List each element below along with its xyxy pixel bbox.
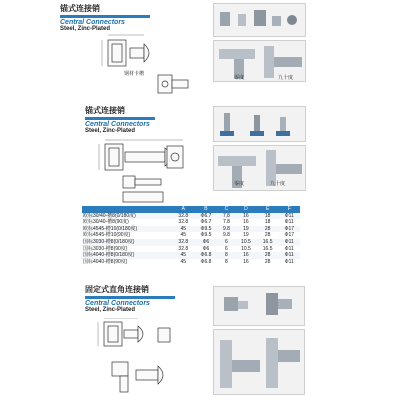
table-cell: 9.8: [222, 232, 230, 239]
table-cell: Φ11: [284, 212, 294, 219]
spec-table-wrapper: [82, 206, 300, 265]
table-cell: Φ11: [284, 245, 294, 252]
table-cell: 45: [180, 225, 187, 232]
table-cell: 国标4040-槽8(90度): [83, 258, 128, 265]
table-cell: 18: [264, 219, 271, 226]
table-cell: 45: [180, 232, 187, 239]
section-2-photo-parts: [213, 106, 306, 142]
profile-assembly-icon: [214, 330, 304, 394]
section-3-title-cn: 固定式直角连接销: [85, 285, 149, 294]
table-cell: Φ11: [284, 252, 294, 259]
section-1-accent-bar: [60, 15, 150, 18]
table-cell: 28: [264, 225, 271, 232]
table-cell: 45: [180, 252, 187, 259]
table-cell: 6: [225, 238, 228, 245]
table-cell: 16.5: [262, 245, 273, 252]
section-2-photo-label-90deg: 九十度: [270, 181, 286, 187]
table-cell: Φ9.5: [200, 225, 212, 232]
table-cell: Φ17: [284, 232, 295, 239]
spec-table: [82, 206, 300, 265]
table-cell: Φ11: [284, 219, 294, 226]
right-angle-connector-icon: [214, 287, 304, 325]
section-2-accent-bar: [85, 117, 155, 120]
section-1-header: [60, 3, 210, 32]
table-cell: 28: [264, 258, 271, 265]
table-cell: Φ6: [202, 238, 210, 245]
section-3-photo-parts: [213, 286, 305, 326]
section-2-photo-label-0deg: 零度: [234, 181, 245, 187]
section-2-subtitle: Steel, Zinc-Plated: [85, 128, 136, 134]
table-row: [82, 239, 300, 246]
spec-table-header-row: [82, 206, 300, 213]
section-3-subtitle: Steel, Zinc-Plated: [85, 307, 136, 313]
spec-table-header: A: [181, 206, 185, 212]
table-row: [82, 259, 300, 266]
table-cell: 9.8: [222, 225, 230, 232]
spec-table-header: C: [224, 206, 229, 212]
table-cell: 7.8: [222, 212, 230, 219]
table-cell: Φ6.8: [200, 258, 212, 265]
table-cell: 16: [243, 219, 249, 226]
table-cell: 16: [243, 212, 249, 219]
section-2-title-cn: 锚式连接销: [85, 106, 125, 115]
table-cell: Φ6: [202, 245, 210, 252]
spec-table-header: E: [265, 206, 270, 212]
table-cell: Φ17: [284, 225, 295, 232]
table-cell: 45: [180, 258, 187, 265]
spec-table-header: [82, 206, 172, 213]
table-cell: 欧标4545-槽10(0/180度): [83, 225, 138, 232]
table-cell: Φ6.7: [200, 212, 212, 219]
section-2-title-en: Central Connectors: [85, 121, 150, 128]
section-1-photo-label-90deg: 九十度: [278, 75, 294, 81]
table-cell: 国标4040-槽8(0/180度): [83, 252, 135, 259]
table-cell: 7.8: [222, 219, 230, 226]
table-cell: 16: [243, 252, 249, 259]
table-row: [82, 252, 300, 259]
table-cell: Φ9.5: [200, 232, 212, 239]
table-cell: 28: [264, 252, 271, 259]
table-cell: 16: [243, 258, 249, 265]
table-cell: 32.8: [178, 212, 189, 219]
table-cell: 32.8: [178, 245, 189, 252]
table-cell: Φ6.8: [200, 252, 212, 259]
section-1-title-en: Central Connectors: [60, 19, 125, 26]
table-row: [82, 219, 300, 226]
connector-parts-icon: [214, 4, 305, 36]
table-cell: 国标3030-槽8(90度): [83, 245, 128, 252]
table-cell: Φ11: [284, 258, 294, 265]
section-1-title-cn: 锚式连接销: [60, 4, 100, 13]
table-cell: 国标3030-槽8(0/180度): [83, 238, 135, 245]
section-1-technical-drawing: [88, 30, 208, 100]
table-row: [82, 232, 300, 239]
spec-table-header: F: [287, 206, 291, 212]
table-cell: 欧标30/40-槽8(0/180度): [83, 212, 136, 219]
table-cell: 32.8: [178, 238, 189, 245]
table-cell: 10.5: [241, 245, 251, 252]
table-cell: 16.5: [262, 238, 273, 245]
section-1-photo-parts: [213, 3, 306, 37]
section-2-technical-drawing: [95, 138, 215, 208]
table-cell: 欧标30/40-槽8(90度): [83, 219, 129, 226]
section-3-technical-drawing: [92, 318, 212, 398]
section-3-accent-bar: [85, 296, 175, 299]
table-cell: 19: [243, 232, 249, 239]
table-cell: Φ11: [284, 238, 294, 245]
profile-assembly-icon: [214, 146, 305, 190]
section-2-photo-assembly: [213, 145, 306, 191]
table-cell: 欧标4545-槽10(90度): [83, 232, 131, 239]
table-cell: 10.5: [241, 238, 251, 245]
table-cell: 6: [225, 245, 228, 252]
section-1-photo-label-0deg: 零度: [234, 75, 245, 81]
table-cell: Φ6.7: [200, 219, 212, 226]
table-cell: 28: [264, 232, 271, 239]
section-1-subtitle: Steel, Zinc-Plated: [60, 26, 111, 32]
spec-table-header: B: [204, 206, 208, 212]
table-cell: 32.8: [178, 219, 189, 226]
section-3-title-en: Central Connectors: [85, 300, 150, 307]
table-cell: 8: [225, 252, 228, 259]
section-3-photo-assembly: [213, 329, 305, 395]
anchor-connector-icon: [214, 107, 305, 141]
section-1-drawing-label: 钢材卡槽: [124, 71, 145, 77]
table-cell: 18: [264, 212, 271, 219]
table-cell: 8: [225, 258, 228, 265]
table-cell: 19: [243, 225, 249, 232]
spec-table-header: D: [244, 206, 248, 212]
